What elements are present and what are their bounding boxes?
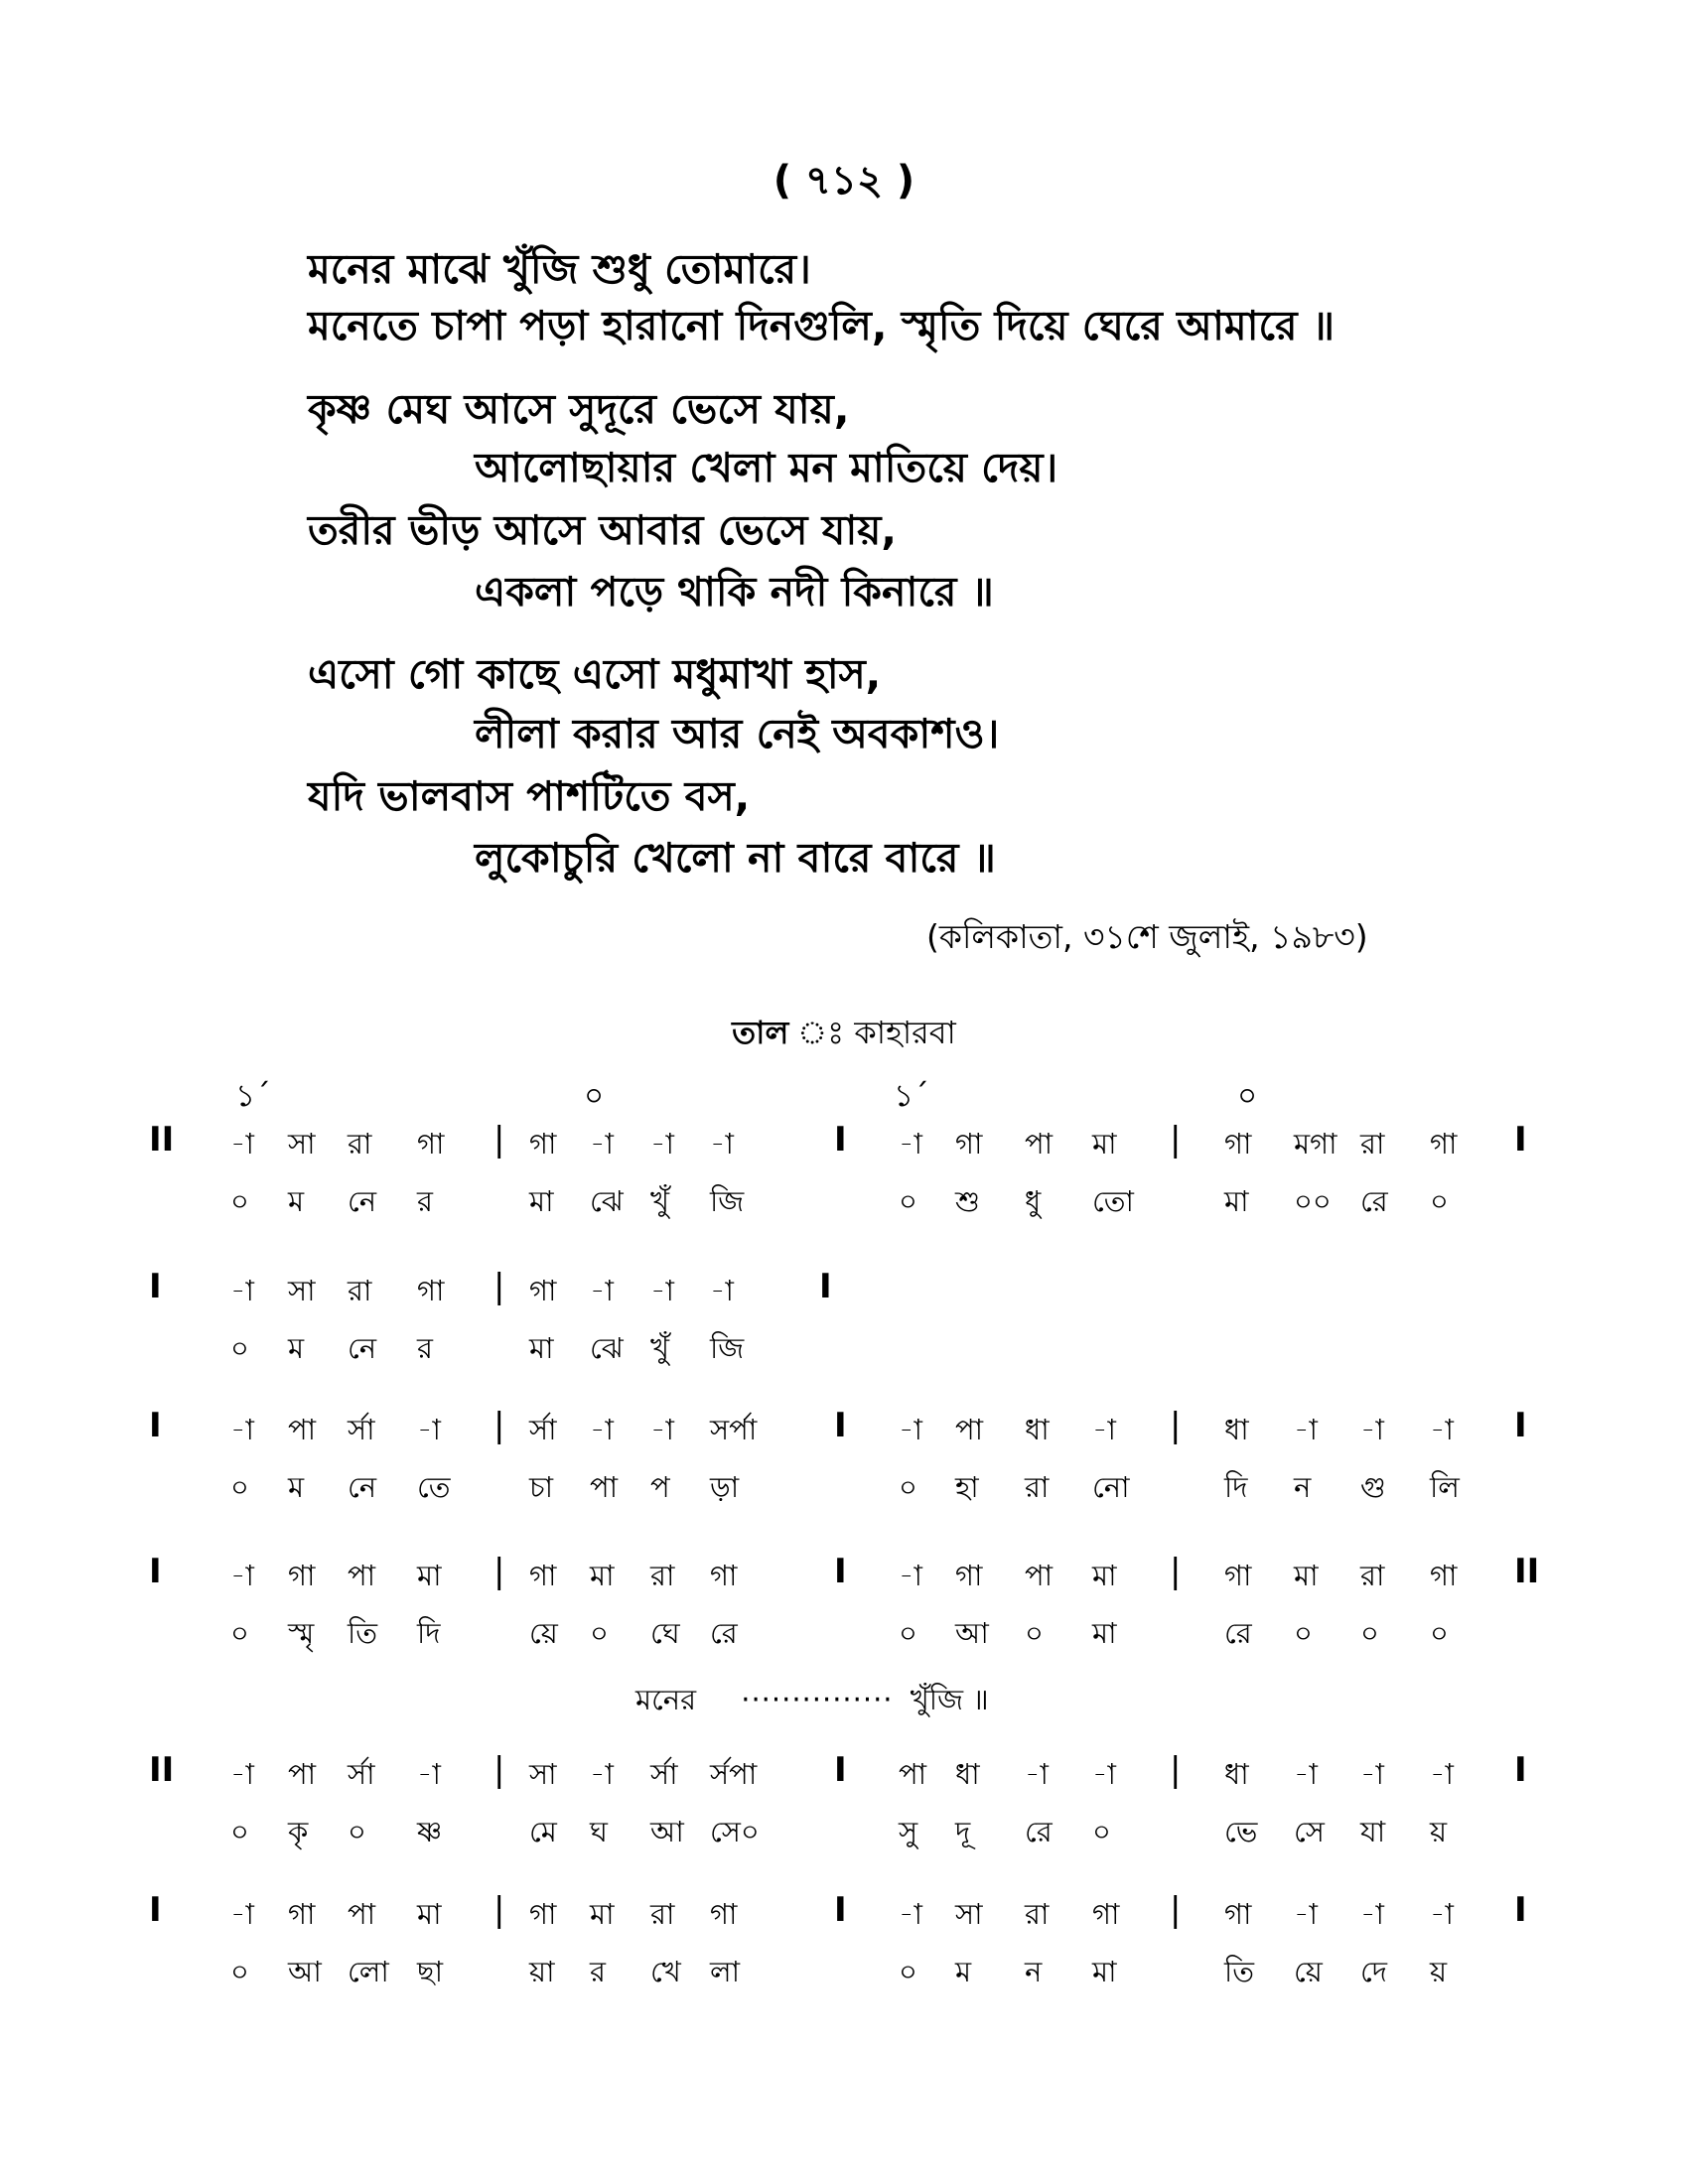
taal-name: কাহারবা — [854, 1014, 956, 1051]
swara-cell: গা — [529, 1127, 557, 1160]
lyric-line: যদি ভালবাস পাশটিতে বস, — [308, 772, 751, 820]
bar-line: I — [834, 1406, 847, 1445]
bani-cell: নে — [348, 1184, 377, 1218]
bani-cell: ম — [955, 1955, 972, 1988]
swara-cell: -া — [417, 1413, 441, 1446]
bani-cell: দি — [1224, 1470, 1248, 1504]
swara-cell: গা — [417, 1274, 445, 1307]
bani-cell: ধু — [1025, 1184, 1042, 1218]
bani-cell: খুঁ — [650, 1184, 670, 1218]
bani-cell: ০ — [230, 1470, 249, 1504]
swara-cell: গা — [955, 1127, 983, 1160]
swara-cell: র্সপা — [710, 1757, 758, 1791]
bani-cell: জি — [710, 1184, 745, 1218]
swara-cell: -া — [230, 1274, 254, 1307]
bani-cell: তি — [1224, 1955, 1255, 1988]
swara-cell: -া — [899, 1897, 922, 1931]
lyric-line: একলা পড়ে থাকি নদী কিনারে ॥ — [475, 568, 994, 615]
swara-cell: ধা — [1224, 1757, 1249, 1791]
bani-cell: ০ — [1294, 1616, 1313, 1650]
beat-mark: ১´ — [235, 1078, 271, 1114]
swara-cell: র্সা — [348, 1757, 375, 1791]
bani-cell: র — [417, 1184, 433, 1218]
row-start-mark: I — [149, 1552, 162, 1591]
swara-cell: -া — [899, 1127, 922, 1160]
swara-cell: -া — [230, 1559, 254, 1592]
swara-cell: -া — [899, 1559, 922, 1592]
bani-cell: আ — [650, 1815, 684, 1848]
swara-cell: সর্পা — [710, 1413, 758, 1446]
bani-cell: ০ — [230, 1616, 249, 1650]
lyric-line: তরীর ভীড় আসে আবার ভেসে যায়, — [308, 506, 897, 554]
bani-cell: তি — [348, 1616, 378, 1650]
bar-line: | — [493, 1406, 505, 1445]
swara-cell: -া — [230, 1897, 254, 1931]
bani-cell: খুঁ — [650, 1331, 670, 1365]
row-start-mark: II — [149, 1120, 175, 1160]
row-end-mark: II — [1514, 1552, 1540, 1591]
swara-cell: -া — [590, 1413, 614, 1446]
swara-cell: মা — [417, 1559, 442, 1592]
bani-cell: লি — [1430, 1470, 1460, 1504]
repeat-dots: ··············· — [741, 1683, 894, 1716]
taal-label: তাল — [732, 1014, 789, 1051]
bar-line: | — [493, 1120, 505, 1160]
swara-cell: গা — [1224, 1127, 1252, 1160]
bani-cell: য়ে — [1294, 1955, 1323, 1988]
swara-cell: গা — [955, 1559, 983, 1592]
bar-line: | — [493, 1552, 505, 1591]
bani-cell: পা — [590, 1470, 619, 1504]
swara-cell: -া — [1092, 1413, 1116, 1446]
swara-cell: -া — [1360, 1413, 1384, 1446]
bani-cell: তো — [1092, 1184, 1134, 1218]
bani-cell: র — [417, 1331, 433, 1365]
bani-cell: ০ — [230, 1955, 249, 1988]
swara-cell: পা — [899, 1757, 927, 1791]
bani-cell: হা — [955, 1470, 979, 1504]
page-number: ( ৭১২ ) — [773, 158, 915, 204]
repeat-line — [635, 1678, 989, 1726]
swara-cell: -া — [650, 1274, 674, 1307]
swara-cell: গা — [417, 1127, 445, 1160]
bani-cell: ০ — [1430, 1184, 1449, 1218]
bani-cell: শু — [955, 1184, 980, 1218]
swara-cell: -া — [1092, 1757, 1116, 1791]
bani-cell: মা — [1224, 1184, 1249, 1218]
bani-cell: স্মৃ — [288, 1616, 315, 1650]
bar-line: | — [1170, 1406, 1182, 1445]
swara-cell: গা — [288, 1559, 316, 1592]
swara-cell: -া — [1294, 1757, 1318, 1791]
row-end-mark: I — [1514, 1890, 1527, 1930]
swara-cell: সা — [288, 1127, 316, 1160]
lyric-line: লীলা করার আর নেই অবকাশও। — [475, 710, 1000, 757]
bani-cell: ০ — [1092, 1815, 1111, 1848]
swara-cell: ধা — [1224, 1413, 1249, 1446]
bani-cell: ম — [288, 1470, 305, 1504]
bani-cell: সে — [1294, 1815, 1325, 1848]
swara-cell: -া — [650, 1127, 674, 1160]
bani-cell: ষ্ণ — [417, 1815, 443, 1848]
bar-line: | — [1170, 1552, 1182, 1591]
swara-cell: মা — [1092, 1127, 1117, 1160]
swara-cell: রা — [348, 1127, 372, 1160]
swara-cell: গা — [1092, 1897, 1120, 1931]
swara-cell: মা — [417, 1897, 442, 1931]
taal-heading — [0, 1008, 1688, 1061]
swara-cell: -া — [1360, 1897, 1384, 1931]
bani-cell: রে — [1224, 1616, 1252, 1650]
bar-line: | — [493, 1890, 505, 1930]
bani-cell: ০ — [1025, 1616, 1044, 1650]
bani-cell: দে — [1360, 1955, 1388, 1988]
swara-cell: রা — [650, 1897, 675, 1931]
row-end-mark: I — [1514, 1750, 1527, 1790]
swara-cell: -া — [1360, 1757, 1384, 1791]
swara-cell: রা — [1025, 1897, 1050, 1931]
swara-cell: র্সা — [348, 1413, 375, 1446]
swara-cell: -া — [230, 1127, 254, 1160]
bani-cell: মা — [1092, 1955, 1117, 1988]
swara-cell: র্সা — [529, 1413, 557, 1446]
bani-cell: ঝে — [590, 1331, 624, 1365]
lyric-line: এসো গো কাছে এসো মধুমাখা হাস, — [308, 650, 882, 698]
bani-cell: ন — [1294, 1470, 1312, 1504]
swara-cell: পা — [288, 1757, 317, 1791]
bani-cell: তে — [417, 1470, 451, 1504]
swara-cell: পা — [288, 1413, 317, 1446]
bani-cell: ০ — [899, 1470, 917, 1504]
swara-cell: গা — [1224, 1559, 1252, 1592]
bani-cell: সু — [899, 1815, 918, 1848]
bar-line: | — [493, 1750, 505, 1790]
bani-cell: ০ — [348, 1815, 366, 1848]
row-end-mark: I — [1514, 1120, 1527, 1160]
swara-cell: পা — [1025, 1559, 1054, 1592]
bani-cell: র — [590, 1955, 606, 1988]
bani-cell: ০ — [1430, 1616, 1449, 1650]
swara-cell: ধা — [1025, 1413, 1050, 1446]
bani-cell: মা — [1092, 1616, 1117, 1650]
swara-cell: গা — [710, 1897, 738, 1931]
swara-cell: -া — [1430, 1757, 1454, 1791]
bani-cell: যা — [1360, 1815, 1386, 1848]
bani-cell: য় — [1430, 1955, 1448, 1988]
bani-cell: ০ — [899, 1955, 917, 1988]
swara-cell: পা — [1025, 1127, 1054, 1160]
swara-cell: মা — [590, 1559, 615, 1592]
bani-cell: কৃ — [288, 1815, 309, 1848]
swara-cell: -া — [899, 1413, 922, 1446]
swara-cell: -া — [590, 1274, 614, 1307]
bani-cell: গু — [1360, 1470, 1386, 1504]
lyric-line: কৃষ্ণ মেঘ আসে সুদূরে ভেসে যায়, — [308, 385, 850, 433]
swara-cell: মা — [1294, 1559, 1319, 1592]
bar-line: | — [1170, 1750, 1182, 1790]
bani-cell: ম — [288, 1331, 305, 1365]
swara-cell: পা — [348, 1897, 376, 1931]
bani-cell: জি — [710, 1331, 745, 1365]
swara-cell: পা — [955, 1413, 984, 1446]
bani-cell: দূ — [955, 1815, 971, 1848]
bani-cell: ভে — [1224, 1815, 1258, 1848]
bani-cell: রে — [1360, 1184, 1388, 1218]
bani-cell: খে — [650, 1955, 681, 1988]
bani-cell: ম — [288, 1184, 305, 1218]
swara-cell: মগা — [1294, 1127, 1337, 1160]
swara-cell: গা — [529, 1897, 557, 1931]
bani-cell: ড়া — [710, 1470, 740, 1504]
bani-cell: ০ — [230, 1815, 249, 1848]
swara-cell: -া — [590, 1757, 614, 1791]
swara-cell: রা — [650, 1559, 675, 1592]
swara-cell: গা — [1430, 1559, 1458, 1592]
bani-cell: প — [650, 1470, 670, 1504]
bani-cell: লা — [710, 1955, 741, 1988]
swara-cell: সা — [955, 1897, 983, 1931]
swara-cell: -া — [1294, 1413, 1318, 1446]
swara-cell: -া — [1430, 1413, 1454, 1446]
swara-cell: রা — [1360, 1559, 1385, 1592]
swara-cell: ধা — [955, 1757, 980, 1791]
repeat-start: মনের — [635, 1683, 697, 1716]
beat-mark: ১´ — [894, 1078, 929, 1114]
bani-cell: ঘ — [590, 1815, 608, 1848]
bar-line: I — [834, 1120, 847, 1160]
bar-line: | — [1170, 1890, 1182, 1930]
swara-cell: রা — [348, 1274, 372, 1307]
bani-cell: আ — [288, 1955, 322, 1988]
row-start-mark: II — [149, 1750, 175, 1790]
swara-cell: মা — [590, 1897, 615, 1931]
bani-cell: নো — [1092, 1470, 1130, 1504]
row-end-mark: I — [1514, 1406, 1527, 1445]
swara-cell: গা — [710, 1559, 738, 1592]
bani-cell: য়া — [529, 1955, 555, 1988]
swara-cell: -া — [710, 1274, 734, 1307]
row-start-mark: I — [149, 1267, 162, 1306]
bani-cell: দি — [417, 1616, 441, 1650]
bani-cell: ০ — [899, 1184, 917, 1218]
swara-cell: -া — [650, 1413, 674, 1446]
bani-cell: ০ — [899, 1616, 917, 1650]
lyric-line: মনেতে চাপা পড়া হারানো দিনগুলি, স্মৃতি দিয়ে ঘেরে আমারে ॥ — [308, 302, 1336, 349]
bani-cell: রা — [1025, 1470, 1050, 1504]
repeat-end: খুঁজি ॥ — [910, 1683, 989, 1716]
swara-cell: -া — [1025, 1757, 1049, 1791]
bani-cell: ০০ — [1294, 1184, 1332, 1218]
bani-cell: আ — [955, 1616, 989, 1650]
bar-line: I — [834, 1552, 847, 1591]
lyric-line: মনের মাঝে খুঁজি শুধু তোমারে। — [308, 245, 811, 293]
bar-line: | — [1170, 1120, 1182, 1160]
row-start-mark: I — [149, 1890, 162, 1930]
bani-cell: রে — [1025, 1815, 1053, 1848]
beat-mark: ০ — [1237, 1078, 1258, 1114]
lyric-line: আলোছায়ার খেলা মন মাতিয়ে দেয়। — [475, 444, 1058, 491]
bani-cell: ০ — [230, 1331, 249, 1365]
lyric-line: লুকোচুরি খেলো না বারে বারে ॥ — [475, 834, 996, 882]
swara-cell: -া — [1294, 1897, 1318, 1931]
bani-cell: চা — [529, 1470, 554, 1504]
bar-line: | — [493, 1267, 505, 1306]
bani-cell: মা — [529, 1184, 554, 1218]
swara-cell: -া — [417, 1757, 441, 1791]
row-start-mark: I — [149, 1406, 162, 1445]
bani-cell: য়ে — [529, 1616, 558, 1650]
bani-cell: নে — [348, 1331, 377, 1365]
swara-cell: মা — [1092, 1559, 1117, 1592]
beat-mark: ০ — [584, 1078, 605, 1114]
swara-cell: গা — [1430, 1127, 1458, 1160]
row-end-mark: I — [819, 1267, 832, 1306]
place-date: (কলিকাতা, ৩১শে জুলাই, ১৯৮৩) — [926, 917, 1368, 956]
swara-cell: -া — [710, 1127, 734, 1160]
bani-cell: রে — [710, 1616, 738, 1650]
swara-cell: সা — [529, 1757, 557, 1791]
swara-cell: -া — [1430, 1897, 1454, 1931]
swara-cell: গা — [529, 1274, 557, 1307]
swara-cell: -া — [590, 1127, 614, 1160]
swara-cell: গা — [288, 1897, 316, 1931]
bani-cell: সে০ — [710, 1815, 760, 1848]
swara-cell: -া — [230, 1757, 254, 1791]
bani-cell: মে — [529, 1815, 557, 1848]
bani-cell: ০ — [230, 1184, 249, 1218]
swara-cell: রা — [1360, 1127, 1385, 1160]
bani-cell: য় — [1430, 1815, 1448, 1848]
bani-cell: ছা — [417, 1955, 443, 1988]
bar-line: I — [834, 1750, 847, 1790]
swara-cell: গা — [1224, 1897, 1252, 1931]
bani-cell: ন — [1025, 1955, 1043, 1988]
bani-cell: ০ — [590, 1616, 609, 1650]
bani-cell: মা — [529, 1331, 554, 1365]
bani-cell: লো — [348, 1955, 389, 1988]
swara-cell: সা — [288, 1274, 316, 1307]
swara-cell: গা — [529, 1559, 557, 1592]
swara-cell: র্সা — [650, 1757, 678, 1791]
bar-line: I — [834, 1890, 847, 1930]
swara-cell: পা — [348, 1559, 376, 1592]
swara-cell: -া — [230, 1413, 254, 1446]
bani-cell: ঝে — [590, 1184, 624, 1218]
bani-cell: ০ — [1360, 1616, 1379, 1650]
bani-cell: নে — [348, 1470, 377, 1504]
bani-cell: ঘে — [650, 1616, 680, 1650]
